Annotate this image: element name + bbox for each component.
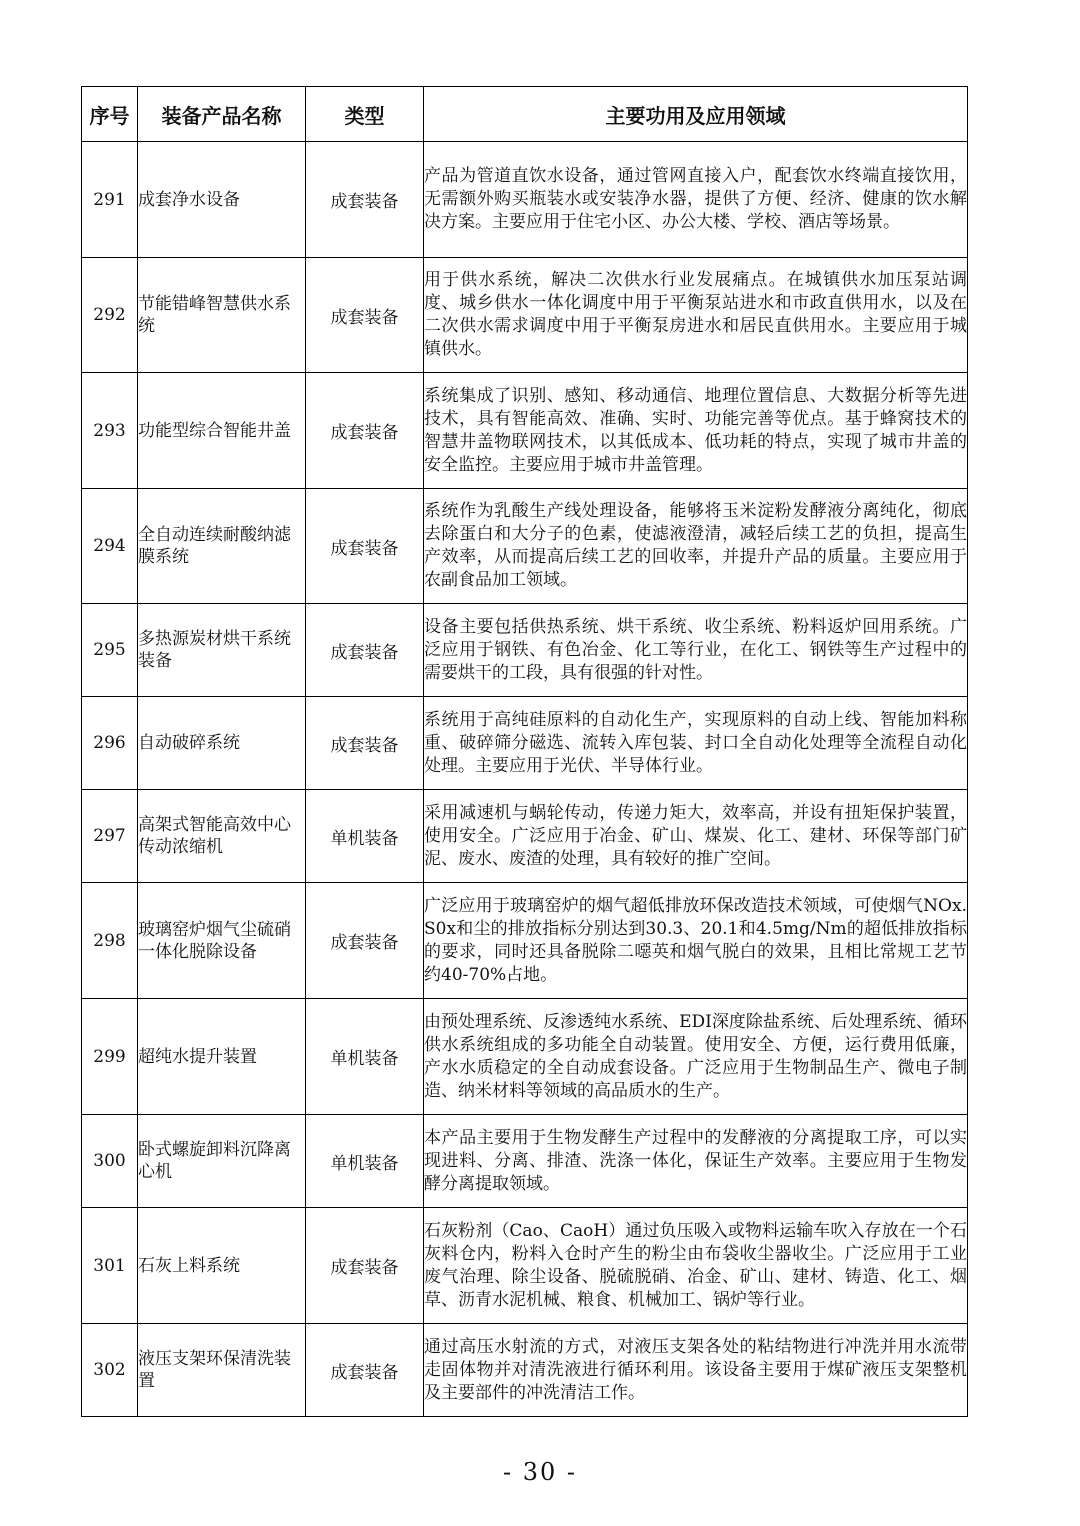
table-row (82, 1115, 968, 1208)
row-seq: 299 (82, 999, 138, 1115)
row-type: 成套装备 (306, 697, 424, 790)
table-row (82, 790, 968, 883)
header-name: 装备产品名称 (138, 87, 306, 142)
row-desc: 采用减速机与蜗轮传动，传递力矩大，效率高，并设有扭矩保护装置，使用安全。广泛应用于冶金、矿山、煤炭、化工、建材、环保等部门矿泥、废水、废渣的处理，具有较好的推广空间。 (424, 790, 968, 883)
row-type: 单机装备 (306, 790, 424, 883)
row-desc: 石灰粉剂（Cao、CaoH）通过负压吸入或物料运输车吹入存放在一个石灰料仓内，粉料入仓时产生的粉尘由布袋收尘器收尘。广泛应用于工业废气治理、除尘设备、脱硫脱硝、冶金、矿山、建材、铸造、化工、烟草、沥青水泥机械、粮食、机械加工、锅炉等行业。 (424, 1208, 968, 1324)
row-desc: 系统集成了识别、感知、移动通信、地理位置信息、大数据分析等先进技术，具有智能高效、准确、实时、功能完善等优点。基于蜂窝技术的智慧井盖物联网技术，以其低成本、低功耗的特点，实现了城市井盖的安全监控。主要应用于城市井盖管理。 (424, 373, 968, 489)
row-desc: 通过高压水射流的方式，对液压支架各处的粘结物进行冲洗并用水流带走固体物并对清洗液进行循环利用。该设备主要用于煤矿液压支架整机及主要部件的冲洗清洁工作。 (424, 1324, 968, 1417)
row-name: 液压支架环保清洗装置 (138, 1324, 306, 1417)
header-type: 类型 (306, 87, 424, 142)
row-name: 成套净水设备 (138, 142, 306, 258)
row-name: 功能型综合智能井盖 (138, 373, 306, 489)
row-type: 成套装备 (306, 258, 424, 373)
row-type: 成套装备 (306, 604, 424, 697)
row-seq: 296 (82, 697, 138, 790)
table-row (82, 258, 968, 373)
row-seq: 294 (82, 489, 138, 604)
row-seq: 293 (82, 373, 138, 489)
table-row (82, 489, 968, 604)
row-desc: 设备主要包括供热系统、烘干系统、收尘系统、粉料返炉回用系统。广泛应用于钢铁、有色冶金、化工等行业，在化工、钢铁等生产过程中的需要烘干的工段，具有很强的针对性。 (424, 604, 968, 697)
row-seq: 297 (82, 790, 138, 883)
row-name: 自动破碎系统 (138, 697, 306, 790)
row-type: 成套装备 (306, 142, 424, 258)
table-row (82, 1208, 968, 1324)
table-row (82, 697, 968, 790)
row-desc: 系统作为乳酸生产线处理设备，能够将玉米淀粉发酵液分离纯化，彻底去除蛋白和大分子的色素，使滤液澄清，减轻后续工艺的负担，提高生产效率，从而提高后续工艺的回收率，并提升产品的质量。主要应用于农副食品加工领域。 (424, 489, 968, 604)
row-name: 石灰上料系统 (138, 1208, 306, 1324)
table-row (82, 999, 968, 1115)
row-type: 成套装备 (306, 489, 424, 604)
row-seq: 302 (82, 1324, 138, 1417)
row-seq: 291 (82, 142, 138, 258)
row-name: 超纯水提升装置 (138, 999, 306, 1115)
row-seq: 295 (82, 604, 138, 697)
row-name: 高架式智能高效中心传动浓缩机 (138, 790, 306, 883)
row-type: 成套装备 (306, 883, 424, 999)
row-desc: 广泛应用于玻璃窑炉的烟气超低排放环保改造技术领域，可使烟气NOx. S0x和尘的排放指标分别达到30.3、20.1和4.5mg/Nm的超低排放指标的要求，同时还具备脱除二噁英和烟气脱白的效果，且相比常规工艺节约40-70%占地。 (424, 883, 968, 999)
table-row (82, 604, 968, 697)
table-header-row (82, 87, 968, 142)
row-desc: 产品为管道直饮水设备，通过管网直接入户，配套饮水终端直接饮用，无需额外购买瓶装水或安装净水器，提供了方便、经济、健康的饮水解决方案。主要应用于住宅小区、办公大楼、学校、酒店等场景。 (424, 142, 968, 258)
row-desc: 用于供水系统，解决二次供水行业发展痛点。在城镇供水加压泵站调度、城乡供水一体化调度中用于平衡泵站进水和市政直供用水，以及在二次供水需求调度中用于平衡泵房进水和居民直供用水。主要应用于城镇供水。 (424, 258, 968, 373)
table-row (82, 373, 968, 489)
header-desc: 主要功用及应用领域 (424, 87, 968, 142)
row-type: 成套装备 (306, 373, 424, 489)
header-seq: 序号 (82, 87, 138, 142)
row-type: 单机装备 (306, 1115, 424, 1208)
row-seq: 298 (82, 883, 138, 999)
row-desc: 本产品主要用于生物发酵生产过程中的发酵液的分离提取工序，可以实现进料、分离、排渣、洗涤一体化，保证生产效率。主要应用于生物发酵分离提取领域。 (424, 1115, 968, 1208)
row-type: 成套装备 (306, 1208, 424, 1324)
table-row (82, 1324, 968, 1417)
page-number: - 30 - (502, 1458, 577, 1486)
table-row (82, 883, 968, 999)
row-desc: 由预处理系统、反渗透纯水系统、EDI深度除盐系统、后处理系统、循环供水系统组成的多功能全自动装置。使用安全、方便，运行费用低廉，产水水质稳定的全自动成套设备。广泛应用于生物制品生产、微电子制造、纳米材料等领域的高品质水的生产。 (424, 999, 968, 1115)
row-seq: 292 (82, 258, 138, 373)
row-name: 多热源炭材烘干系统装备 (138, 604, 306, 697)
equipment-table (81, 86, 968, 1417)
row-type: 单机装备 (306, 999, 424, 1115)
row-seq: 300 (82, 1115, 138, 1208)
row-name: 卧式螺旋卸料沉降离心机 (138, 1115, 306, 1208)
row-seq: 301 (82, 1208, 138, 1324)
row-name: 全自动连续耐酸纳滤膜系统 (138, 489, 306, 604)
row-type: 成套装备 (306, 1324, 424, 1417)
row-desc: 系统用于高纯硅原料的自动化生产，实现原料的自动上线、智能加料称重、破碎筛分磁选、流转入库包装、封口全自动化处理等全流程自动化处理。主要应用于光伏、半导体行业。 (424, 697, 968, 790)
table-row (82, 142, 968, 258)
row-name: 节能错峰智慧供水系统 (138, 258, 306, 373)
row-name: 玻璃窑炉烟气尘硫硝一体化脱除设备 (138, 883, 306, 999)
